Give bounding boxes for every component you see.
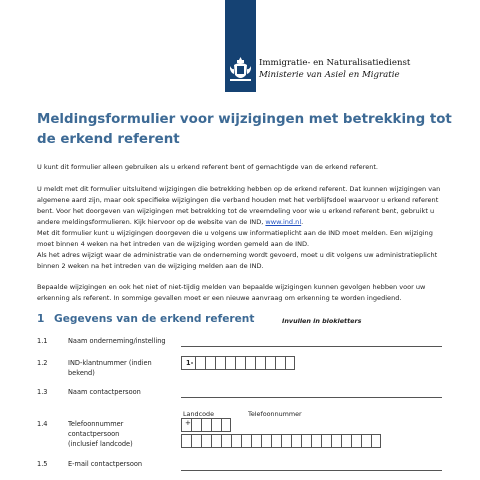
field-number-1-3: 1.3: [37, 388, 48, 396]
intro-paragraph-1: U kunt dit formulier alleen gebruiken als u erkend referent bent of gemachtigde van de erkend referent.: [37, 163, 379, 171]
digit-box[interactable]: [261, 434, 271, 448]
contact-name-input[interactable]: [181, 397, 442, 398]
digit-box[interactable]: [265, 356, 275, 370]
digit-box[interactable]: [215, 356, 225, 370]
digit-box[interactable]: [225, 356, 235, 370]
contact-email-input[interactable]: [181, 470, 442, 471]
digit-box[interactable]: [181, 434, 191, 448]
digit-box[interactable]: [311, 434, 321, 448]
field-label-ind-client-number: IND-klantnummer (indien bekend): [68, 359, 152, 377]
org-name: Immigratie- en Naturalisatiedienst: [259, 58, 411, 68]
phone-number-input[interactable]: [181, 434, 381, 448]
paragraph-2-end: .: [301, 218, 304, 226]
digit-box[interactable]: [211, 418, 221, 432]
digit-box[interactable]: [211, 434, 221, 448]
digit-box[interactable]: [191, 434, 201, 448]
company-name-input[interactable]: [181, 346, 442, 347]
paragraph-2-text: U meldt met dit formulier uitsluitend wijzigingen die betrekking hebben op de erkend referent. Dat kunnen wijzigingen van algemene aard zijn, maar ook specifieke wijzigingen die verband houden met het verblijfsdoel waarvoor u erkend referent bent. Voor het doorgeven van wijzigingen met betrekking tot de vreemdeling voor wie u erkend referent bent, gebruikt u andere meldingsformulieren. Kijk hiervoor op de website van de IND,: [37, 185, 441, 226]
section-note: Invullen in blokletters: [282, 317, 362, 325]
plus-sign: +: [185, 419, 191, 427]
digit-box[interactable]: [321, 434, 331, 448]
field-number-1-5: 1.5: [37, 460, 48, 468]
ind-client-number-input[interactable]: [181, 356, 295, 370]
ind-website-link[interactable]: www.ind.nl: [265, 218, 302, 226]
digit-box[interactable]: [205, 356, 215, 370]
digit-box[interactable]: [221, 434, 231, 448]
intro-paragraph-4: Bepaalde wijzigingen en ook het niet of niet-tijdig melden van bepaalde wijzigingen kunnen gevolgen hebben voor uw erkenning als referent. In sommige gevallen moet er een nieuwe aanvraag om erkenning te worden ingediend.: [37, 283, 426, 302]
field-label-company-name: Naam onderneming/instelling: [68, 337, 166, 345]
digit-box[interactable]: [195, 356, 205, 370]
crest-logo: [227, 55, 254, 85]
phone-number-label: Telefoonnummer: [248, 410, 302, 418]
digit-box[interactable]: [351, 434, 361, 448]
document-title: Meldingsformulier voor wijzigingen met betrekking tot de erkend referent: [37, 112, 452, 147]
intro-paragraph-3: Met dit formulier kunt u wijzigingen doorgeven die u volgens uw informatieplicht aan de IND moet melden. Een wijziging moet binnen 4 weken na het intreden van de wijziging worden gemeld aan de IND. Als het adres wijzigt waar de administratie van de onderneming wordt gevoerd, moet u dit volgens uw administratieplicht binnen 2 weken na het intreden van de wijziging melden aan de IND.: [37, 229, 438, 270]
section-number: 1: [37, 313, 45, 325]
digit-box[interactable]: [201, 418, 211, 432]
digit-box[interactable]: [221, 418, 231, 432]
digit-box[interactable]: [271, 434, 281, 448]
intro-paragraph-2: [37, 184, 449, 228]
digit-box[interactable]: [235, 356, 245, 370]
digit-box[interactable]: [341, 434, 351, 448]
field-number-1-4: 1.4: [37, 420, 48, 428]
digit-box[interactable]: [291, 434, 301, 448]
field-number-1-1: 1.1: [37, 337, 48, 345]
digit-box[interactable]: [361, 434, 371, 448]
digit-box[interactable]: [301, 434, 311, 448]
digit-box[interactable]: [255, 356, 265, 370]
client-number-prefix: 1-: [186, 359, 194, 367]
field-label-contact-name: Naam contactpersoon: [68, 388, 141, 396]
digit-box[interactable]: [281, 434, 291, 448]
field-label-contact-email: E-mail contactpersoon: [68, 460, 143, 468]
digit-box[interactable]: [191, 418, 201, 432]
digit-box[interactable]: [201, 434, 211, 448]
digit-box[interactable]: [241, 434, 251, 448]
digit-box[interactable]: [245, 356, 255, 370]
digit-box[interactable]: [251, 434, 261, 448]
section-title: Gegevens van de erkend referent: [54, 313, 255, 325]
digit-box[interactable]: [371, 434, 381, 448]
digit-box[interactable]: [285, 356, 295, 370]
digit-box[interactable]: [331, 434, 341, 448]
country-code-label: Landcode: [183, 410, 214, 418]
field-number-1-2: 1.2: [37, 359, 48, 367]
ministry-name: Ministerie van Asiel en Migratie: [259, 70, 400, 80]
field-label-contact-phone: Telefoonnummer contactpersoon (inclusief landcode): [68, 420, 133, 448]
digit-box[interactable]: [231, 434, 241, 448]
digit-box[interactable]: [275, 356, 285, 370]
